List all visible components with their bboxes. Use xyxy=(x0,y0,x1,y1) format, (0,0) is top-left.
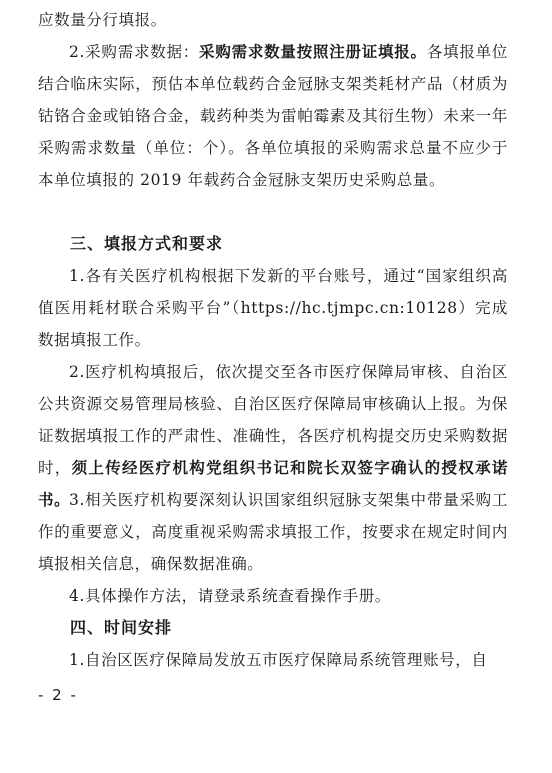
paragraph-body: 各填报单位结合临床实际，预估本单位载药合金冠脉支架类耗材产品（材质为钴铬合金或铂铬合金，载药种类为雷帕霉素及其衍生物）未来一年采购需求数量（单位：个）。各单位填报的采购需求总量不应少于本单位填报的 2019 年载药合金冠脉支架历史采购总量。 xyxy=(38,43,508,189)
emphasis-text: 采购需求数量按照注册证填报。 xyxy=(199,42,427,61)
paragraph-platform: 1.各有关医疗机构根据下发新的平台账号，通过“国家组织高值医用耗材联合采购平台”（https://hc.tjmpc.cn:10128）完成数据填报工作。 xyxy=(38,267,508,349)
emphasis-text: 须上传经医疗机构党组织书记和院长双签字确认的授权承诺书。 xyxy=(38,458,508,509)
item-label: 2.采购需求数据： xyxy=(69,43,200,61)
section-heading-4: 四、时间安排 xyxy=(70,618,173,637)
paragraph-body: 2.医疗机构填报后，依次提交至各市医疗保障局审核、自治区公共资源交易管理局核验、自治区医疗保障局审核确认上报。为保证数据填报工作的严肃性、准确性，各医疗机构提交历史采购数据时， xyxy=(38,363,508,477)
paragraph-importance: 3.相关医疗机构要深刻认识国家组织冠脉支架集中带量采购工作的重要意义，高度重视采购需求填报工作，按要求在规定时间内填报相关信息，确保数据准确。 xyxy=(38,491,508,573)
paragraph-operation: 4.具体操作方法，请登录系统查看操作手册。 xyxy=(69,587,391,605)
section-heading-3: 三、填报方式和要求 xyxy=(70,234,224,253)
paragraph-schedule: 1.自治区医疗保障局发放五市医疗保障局系统管理账号，自 xyxy=(69,651,488,669)
paragraph-continuation: 应数量分行填报。 xyxy=(38,11,167,29)
paragraph-purchase-demand xyxy=(38,36,508,196)
page-number: - 2 - xyxy=(38,686,78,704)
